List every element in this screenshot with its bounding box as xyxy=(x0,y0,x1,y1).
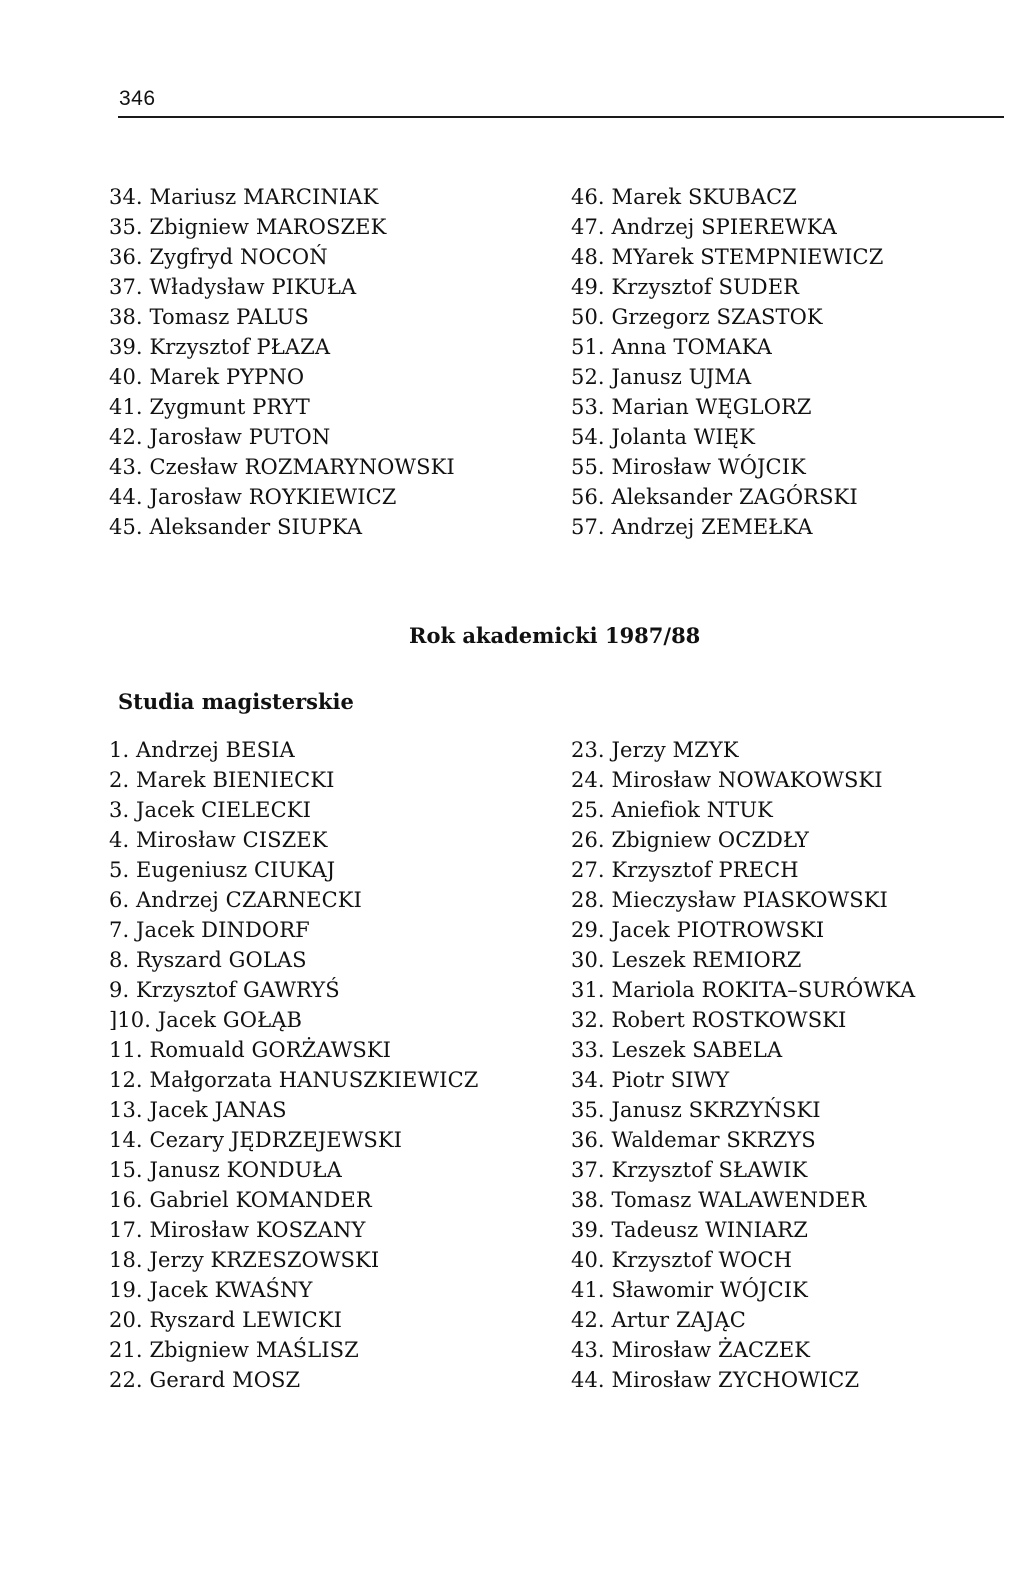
list-item: 44. Jarosław ROYKIEWICZ xyxy=(109,485,397,509)
list-item: 1. Andrzej BESIA xyxy=(109,738,295,762)
list-item: 35. Zbigniew MAROSZEK xyxy=(109,215,387,239)
students-list-right xyxy=(571,735,915,1395)
list-item: 17. Mirosław KOSZANY xyxy=(109,1218,366,1242)
list-item: 12. Małgorzata HANUSZKIEWICZ xyxy=(109,1068,479,1092)
list-item: 5. Eugeniusz CIUKAJ xyxy=(109,858,336,882)
list-item: 48. MYarek STEMPNIEWICZ xyxy=(571,245,884,269)
list-item: 13. Jacek JANAS xyxy=(109,1098,287,1122)
list-item: 50. Grzegorz SZASTOK xyxy=(571,305,823,329)
list-item: 38. Tomasz PALUS xyxy=(109,305,309,329)
list-item: 27. Krzysztof PRECH xyxy=(571,858,799,882)
list-item: 25. Aniefiok NTUK xyxy=(571,798,773,822)
list-item: 28. Mieczysław PIASKOWSKI xyxy=(571,888,888,912)
page-number: 346 xyxy=(119,87,156,110)
list-item: 35. Janusz SKRZYŃSKI xyxy=(571,1098,821,1122)
list-item: 39. Tadeusz WINIARZ xyxy=(571,1218,808,1242)
list-item: 42. Jarosław PUTON xyxy=(109,425,331,449)
students-list-left xyxy=(109,735,478,1395)
list-item: 46. Marek SKUBACZ xyxy=(571,185,797,209)
list-item: 41. Sławomir WÓJCIK xyxy=(571,1278,808,1302)
list-item: 14. Cezary JĘDRZEJEWSKI xyxy=(109,1128,403,1152)
list-item: 43. Mirosław ŻACZEK xyxy=(571,1338,811,1362)
list-item: 24. Mirosław NOWAKOWSKI xyxy=(571,768,883,792)
continued-list-right xyxy=(571,182,883,542)
list-item: 6. Andrzej CZARNECKI xyxy=(109,888,362,912)
list-item: 30. Leszek REMIORZ xyxy=(571,948,802,972)
continued-list-left xyxy=(109,182,455,542)
list-item: 40. Marek PYPNO xyxy=(109,365,305,389)
list-item: 39. Krzysztof PŁAZA xyxy=(109,335,331,359)
list-item: 54. Jolanta WIĘK xyxy=(571,425,756,449)
list-item: 47. Andrzej SPIEREWKA xyxy=(571,215,837,239)
list-item: 52. Janusz UJMA xyxy=(571,365,752,389)
list-item: 26. Zbigniew OCZDŁY xyxy=(571,828,809,852)
list-item: 2. Marek BIENIECKI xyxy=(109,768,335,792)
list-item: 20. Ryszard LEWICKI xyxy=(109,1308,343,1332)
list-item: 37. Krzysztof SŁAWIK xyxy=(571,1158,808,1182)
list-item: 16. Gabriel KOMANDER xyxy=(109,1188,372,1212)
section-title: Rok akademicki 1987/88 xyxy=(409,623,701,648)
list-item: 3. Jacek CIELECKI xyxy=(109,798,311,822)
list-item: 57. Andrzej ZEMEŁKA xyxy=(571,515,813,539)
list-item: 44. Mirosław ZYCHOWICZ xyxy=(571,1368,860,1392)
list-item: ]10. Jacek GOŁĄB xyxy=(109,1008,303,1032)
list-item: 23. Jerzy MZYK xyxy=(571,738,739,762)
section-subtitle: Studia magisterskie xyxy=(118,689,354,714)
list-item: 9. Krzysztof GAWRYŚ xyxy=(109,978,340,1002)
list-item: 37. Władysław PIKUŁA xyxy=(109,275,357,299)
list-item: 38. Tomasz WALAWENDER xyxy=(571,1188,867,1212)
list-item: 8. Ryszard GOLAS xyxy=(109,948,307,972)
list-item: 11. Romuald GORŻAWSKI xyxy=(109,1038,392,1062)
list-item: 19. Jacek KWAŚNY xyxy=(109,1278,313,1302)
list-item: 41. Zygmunt PRYT xyxy=(109,395,310,419)
list-item: 18. Jerzy KRZESZOWSKI xyxy=(109,1248,380,1272)
list-item: 42. Artur ZAJĄC xyxy=(571,1308,746,1332)
list-item: 29. Jacek PIOTROWSKI xyxy=(571,918,825,942)
list-item: 15. Janusz KONDUŁA xyxy=(109,1158,342,1182)
list-item: 55. Mirosław WÓJCIK xyxy=(571,455,806,479)
list-item: 4. Mirosław CISZEK xyxy=(109,828,328,852)
list-item: 49. Krzysztof SUDER xyxy=(571,275,800,299)
list-item: 36. Waldemar SKRZYS xyxy=(571,1128,816,1152)
list-item: 7. Jacek DINDORF xyxy=(109,918,310,942)
list-item: 31. Mariola ROKITA–SURÓWKA xyxy=(571,978,916,1002)
list-item: 22. Gerard MOSZ xyxy=(109,1368,301,1392)
list-item: 53. Marian WĘGLORZ xyxy=(571,395,812,419)
list-item: 32. Robert ROSTKOWSKI xyxy=(571,1008,847,1032)
list-item: 51. Anna TOMAKA xyxy=(571,335,772,359)
list-item: 45. Aleksander SIUPKA xyxy=(109,515,363,539)
list-item: 36. Zygfryd NOCOŃ xyxy=(109,245,328,269)
header-rule xyxy=(118,116,1004,118)
list-item: 21. Zbigniew MAŚLISZ xyxy=(109,1338,359,1362)
list-item: 40. Krzysztof WOCH xyxy=(571,1248,793,1272)
list-item: 56. Aleksander ZAGÓRSKI xyxy=(571,485,858,509)
list-item: 33. Leszek SABELA xyxy=(571,1038,783,1062)
list-item: 34. Piotr SIWY xyxy=(571,1068,730,1092)
list-item: 34. Mariusz MARCINIAK xyxy=(109,185,379,209)
list-item: 43. Czesław ROZMARYNOWSKI xyxy=(109,455,455,479)
